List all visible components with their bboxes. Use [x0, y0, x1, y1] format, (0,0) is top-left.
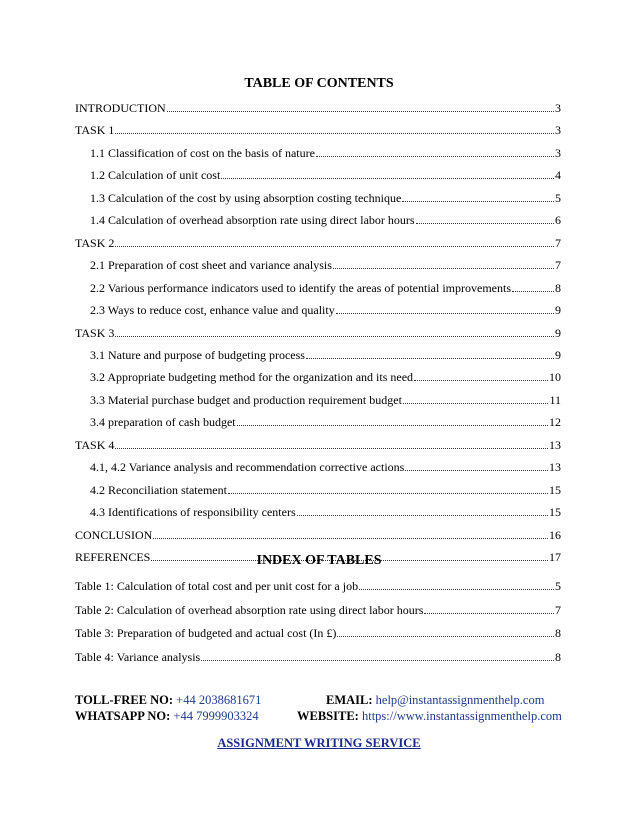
toc-entry[interactable]	[75, 235, 561, 251]
toc-entry-label: 4.2 Reconciliation statement	[90, 482, 227, 497]
toc-entry[interactable]	[90, 392, 561, 408]
toc-entry-label: 2.1 Preparation of cost sheet and variance analysis	[90, 258, 332, 273]
toc-entry-page-number: 16	[549, 527, 561, 542]
toc-entry-label: INTRODUCTION	[75, 101, 166, 115]
toc-entry-label: 2.2 Various performance indicators used to identify the areas of potential improvements	[90, 280, 511, 295]
toc-entry-label: 1.4 Calculation of overhead absorption rate using direct labor hours	[90, 213, 415, 228]
toc-entry[interactable]	[75, 100, 561, 116]
dot-leader	[402, 201, 554, 202]
toc-entry[interactable]	[90, 504, 561, 520]
table-index-entry-label: Table 1: Calculation of total cost and per unit cost for a job	[75, 579, 359, 593]
toc-entry-label: TASK 2	[75, 235, 115, 250]
toc-entry[interactable]	[90, 280, 561, 296]
table-index-entry-label: Table 3: Preparation of budgeted and actual cost (In £)	[75, 626, 337, 641]
dot-leader	[306, 358, 554, 359]
toc-entry[interactable]	[90, 369, 561, 385]
whatsapp-label: WHATSAPP NO:	[75, 709, 171, 723]
tollfree-line	[75, 693, 261, 708]
email-label: EMAIL:	[326, 693, 373, 707]
dot-leader	[297, 515, 548, 516]
toc-entry-label: 1.1 Classification of cost on the basis of nature	[90, 145, 315, 160]
toc-entry-page-number: 3	[555, 101, 561, 115]
toc-entry-page-number: 7	[555, 258, 561, 273]
dot-leader	[167, 111, 554, 112]
toc-entry-page-number: 10	[549, 370, 561, 385]
dot-leader	[359, 589, 554, 590]
toc-entry-page-number: 9	[555, 347, 561, 362]
dot-leader	[228, 493, 548, 494]
dot-leader	[115, 336, 554, 337]
dot-leader	[115, 448, 548, 449]
toc-title: TABLE OF CONTENTS	[244, 76, 394, 91]
table-index-entry-label: Table 2: Calculation of overhead absorption rate using direct labor hours	[75, 602, 424, 617]
toc-entry-page-number: 3	[555, 123, 561, 138]
toc-entry-label: 4.1, 4.2 Variance analysis and recommendation corrective actions	[90, 460, 405, 475]
dot-leader	[424, 613, 554, 614]
dot-leader	[414, 380, 548, 381]
toc-entry-page-number: 13	[549, 460, 561, 475]
toc-entry-label: 3.3 Material purchase budget and production requirement budget	[90, 392, 402, 407]
toc-entry-page-number: 8	[555, 280, 561, 295]
table-index-entry[interactable]	[75, 602, 561, 618]
toc-entry-label: TASK 4	[75, 437, 115, 452]
dot-leader	[115, 133, 554, 134]
toc-entry[interactable]	[90, 347, 561, 363]
toc-entry[interactable]	[90, 302, 561, 318]
table-index-entry-page-number: 8	[555, 650, 561, 665]
toc-entry-label: TASK 3	[75, 325, 115, 340]
toc-entry-label: 3.4 preparation of cash budget	[90, 415, 236, 430]
toc-entry[interactable]	[75, 437, 561, 453]
toc-entry[interactable]	[90, 212, 561, 228]
tollfree-label: TOLL-FREE NO:	[75, 693, 174, 707]
toc-entry[interactable]	[90, 167, 561, 183]
tables-index-title: INDEX OF TABLES	[256, 553, 382, 568]
toc-entry[interactable]	[90, 257, 561, 273]
toc-entry-label: 1.3 Calculation of the cost by using absorption costing technique	[90, 190, 402, 205]
toc-entry-label: 4.3 Identifications of responsibility centers	[90, 505, 296, 520]
toc-entry-page-number: 17	[549, 550, 561, 564]
toc-entry-page-number: 12	[549, 415, 561, 430]
table-index-entry-page-number: 5	[555, 579, 561, 593]
table-index-entry-page-number: 8	[555, 626, 561, 641]
table-index-entry[interactable]	[75, 649, 561, 665]
email-link[interactable]: help@instantassignmenthelp.com	[375, 693, 545, 707]
toc-entry-label: 3.1 Nature and purpose of budgeting process	[90, 347, 305, 362]
dot-leader	[237, 425, 548, 426]
website-label: WEBSITE:	[297, 709, 359, 723]
toc-entry-label: REFERENCES	[75, 550, 151, 564]
toc-entry[interactable]	[75, 527, 561, 543]
website-link[interactable]: https://www.instantassignmenthelp.com	[361, 709, 562, 723]
toc-entry-page-number: 13	[549, 437, 561, 452]
toc-entry-page-number: 4	[555, 168, 561, 183]
toc-entry[interactable]	[90, 414, 561, 430]
toc-entry-page-number: 5	[555, 190, 561, 205]
toc-entry-label: TASK 1	[75, 123, 115, 138]
tollfree-number[interactable]: +44 2038681671	[176, 693, 262, 707]
table-index-entry[interactable]	[75, 625, 561, 641]
toc-entry[interactable]	[90, 459, 561, 475]
toc-entry-label: CONCLUSION	[75, 527, 153, 542]
toc-entry-page-number: 6	[555, 213, 561, 228]
email-line	[326, 693, 544, 708]
dot-leader	[201, 660, 554, 661]
table-index-entry[interactable]	[75, 578, 561, 594]
toc-entry-page-number: 15	[549, 482, 561, 497]
toc-entry-page-number: 9	[555, 325, 561, 340]
toc-entry-label: 1.2 Calculation of unit cost	[90, 168, 221, 183]
dot-leader	[316, 156, 554, 157]
dot-leader	[403, 403, 549, 404]
table-index-entry-page-number: 7	[555, 602, 561, 617]
service-link[interactable]: ASSIGNMENT WRITING SERVICE	[217, 736, 421, 750]
toc-entry-label: 3.2 Appropriate budgeting method for the organization and its need	[90, 370, 414, 385]
toc-entry[interactable]	[90, 482, 561, 498]
toc-entry-page-number: 15	[549, 505, 561, 520]
website-line	[297, 709, 562, 724]
table-index-entry-label: Table 4: Variance analysis	[75, 650, 201, 665]
toc-entry-page-number: 9	[555, 303, 561, 318]
dot-leader	[512, 291, 554, 292]
toc-entry-page-number: 3	[555, 145, 561, 160]
whatsapp-number[interactable]: +44 7999903324	[173, 709, 259, 723]
dot-leader	[153, 538, 548, 539]
dot-leader	[333, 268, 554, 269]
dot-leader	[115, 246, 554, 247]
toc-entry[interactable]	[90, 190, 561, 206]
dot-leader	[337, 636, 554, 637]
toc-entry[interactable]	[75, 122, 561, 138]
toc-entry[interactable]	[75, 325, 561, 341]
dot-leader	[336, 313, 554, 314]
toc-entry[interactable]	[90, 145, 561, 161]
dot-leader	[221, 178, 554, 179]
toc-entry-page-number: 7	[555, 235, 561, 250]
dot-leader	[405, 470, 548, 471]
dot-leader	[416, 223, 554, 224]
toc-entry-page-number: 11	[549, 392, 561, 407]
toc-entry-label: 2.3 Ways to reduce cost, enhance value and quality	[90, 303, 335, 318]
whatsapp-line	[75, 709, 259, 724]
